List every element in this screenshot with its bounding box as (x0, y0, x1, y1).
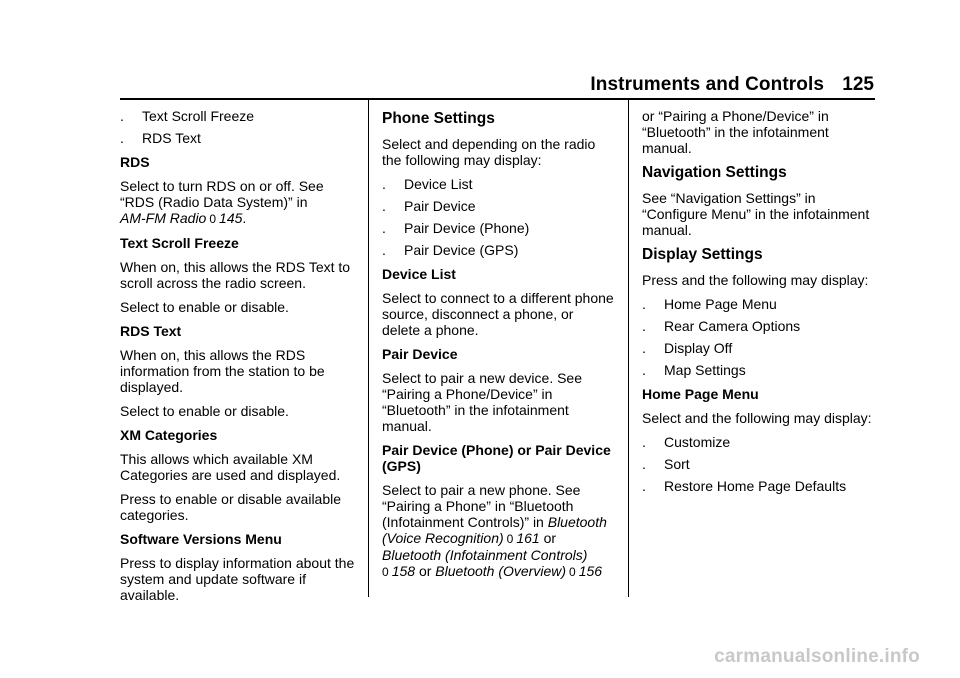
page-reference[interactable]: 156 (578, 563, 603, 579)
list-item: . Text Scroll Freeze (120, 108, 255, 124)
list-item: . Sort (642, 456, 690, 472)
header-rule (120, 98, 875, 100)
paragraph: Press and the following may display: (642, 272, 869, 288)
list-item: . Rear Camera Options (642, 318, 801, 334)
list-item: . Pair Device (382, 198, 476, 214)
paragraph: See “Navigation Settings” in “Configure Menu” in the infotainment manual. (642, 190, 870, 238)
page-reference-icon: 0 (506, 532, 514, 546)
subheading-xm-categories: XM Categories (120, 427, 218, 443)
paragraph: Press to display information about the system and update software if available. (120, 555, 355, 603)
bullet-icon: . (642, 478, 646, 494)
paragraph: Select to connect to a different phone source, disconnect a phone, or delete a phone. (382, 290, 614, 338)
bullet-icon: . (382, 176, 386, 192)
section-title: Instruments and Controls (590, 74, 824, 95)
column-1 (120, 108, 358, 611)
bullet-icon: . (642, 296, 646, 312)
bullet-icon: . (382, 198, 386, 214)
paragraph: Select to turn RDS on or off. See “RDS (Radio Data System)” in AM-FM Radio 0 145. (120, 178, 324, 226)
subheading-rds: RDS (120, 154, 150, 170)
page-reference-icon: 0 (209, 212, 217, 226)
paragraph: When on, this allows the RDS information from the station to be displayed. (120, 347, 325, 395)
watermark: carmanualsonline.info (714, 646, 920, 667)
list-item: . Home Page Menu (642, 296, 777, 312)
paragraph: When on, this allows the RDS Text to scroll across the radio screen. (120, 259, 351, 291)
paragraph: Select to enable or disable. (120, 403, 289, 419)
subheading-device-list: Device List (382, 266, 456, 282)
subheading-pair-device-phone-gps: Pair Device (Phone) or Pair Device (GPS) (382, 442, 611, 474)
paragraph: Select to enable or disable. (120, 299, 289, 315)
heading-phone-settings: Phone Settings (382, 110, 495, 127)
page-reference[interactable]: 161 (516, 530, 540, 546)
paragraph: or “Pairing a Phone/Device” in “Bluetooth” in the infotainment manual. (642, 108, 829, 156)
page-reference-icon: 0 (569, 565, 576, 579)
column-divider (628, 100, 629, 597)
bullet-icon: . (642, 456, 646, 472)
bullet-icon: . (120, 108, 124, 124)
heading-navigation-settings: Navigation Settings (642, 164, 787, 181)
list-item: . Pair Device (Phone) (382, 220, 530, 236)
paragraph: This allows which available XM Categories are used and displayed. (120, 451, 341, 483)
page-reference[interactable]: 145 (219, 210, 243, 226)
subheading-rds-text: RDS Text (120, 323, 182, 339)
list-item: . Map Settings (642, 362, 746, 378)
column-divider (368, 100, 369, 597)
bullet-icon: . (382, 220, 386, 236)
paragraph: Select and depending on the radio the following may display: (382, 136, 596, 168)
subheading-text-scroll-freeze: Text Scroll Freeze (120, 235, 239, 251)
column-3 (642, 108, 880, 500)
list-item: . Restore Home Page Defaults (642, 478, 847, 494)
paragraph: Select to pair a new device. See “Pairing a Phone/Device” in “Bluetooth” in the infotainment manual. (382, 370, 583, 434)
list-item: . RDS Text (120, 130, 201, 146)
list-item: . Pair Device (GPS) (382, 242, 519, 258)
paragraph: Select and the following may display: (642, 410, 872, 426)
bullet-icon: . (642, 340, 646, 356)
paragraph: Press to enable or disable available categories. (120, 491, 342, 523)
column-2 (382, 108, 614, 588)
bullet-icon: . (642, 434, 646, 450)
cross-reference-link[interactable]: AM-FM Radio (120, 210, 207, 226)
heading-display-settings: Display Settings (642, 246, 763, 263)
bullet-icon: . (382, 242, 386, 258)
cross-reference-link[interactable]: Bluetooth (Overview) (435, 563, 566, 579)
subheading-pair-device: Pair Device (382, 346, 458, 362)
bullet-icon: . (642, 318, 646, 334)
cross-reference-link[interactable]: Bluetooth (Voice Recognition) (382, 514, 607, 546)
list-item: . Device List (382, 176, 473, 192)
list-item: . Customize (642, 434, 731, 450)
page-reference[interactable]: 158 (391, 563, 416, 579)
subheading-home-page-menu: Home Page Menu (642, 386, 759, 402)
list-item: . Display Off (642, 340, 733, 356)
bullet-icon: . (642, 362, 646, 378)
cross-reference-link[interactable]: Bluetooth (Infotainment Controls) (382, 547, 588, 563)
page-reference-icon: 0 (382, 565, 389, 579)
paragraph: Select to pair a new phone. See “Pairing a Phone” in “Bluetooth (Infotainment Controls)” in Bluetooth (Voice Recognition) 0 161 or Bluetooth (Infotainment Controls) 0 158 or Bluetooth (Overview) 0 156 (382, 482, 607, 579)
subheading-software-versions: Software Versions Menu (120, 531, 282, 547)
page-number: 125 (842, 74, 874, 95)
bullet-icon: . (120, 130, 124, 146)
